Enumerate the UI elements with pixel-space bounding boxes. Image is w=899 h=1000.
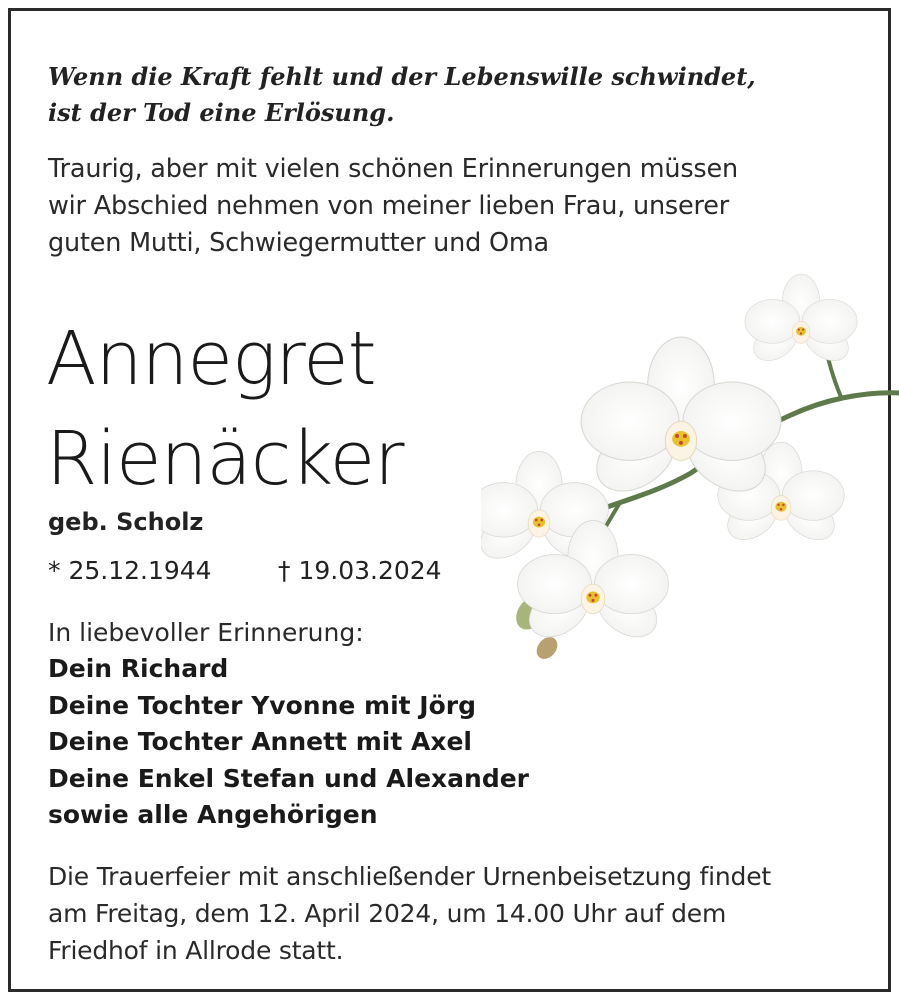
funeral-line: Friedhof in Allrode statt. bbox=[48, 936, 344, 965]
mourners-label: In liebevoller Erinnerung: bbox=[48, 618, 364, 647]
intro-text bbox=[48, 151, 848, 262]
white-orchid-icon bbox=[481, 273, 899, 673]
motto-quote bbox=[48, 59, 848, 131]
funeral-notice bbox=[48, 858, 878, 969]
motto-line: Wenn die Kraft fehlt und der Lebenswille schwindet, bbox=[48, 62, 756, 91]
intro-line: Traurig, aber mit vielen schönen Erinnerungen müssen bbox=[48, 154, 738, 184]
mourner-entry: Deine Enkel Stefan und Alexander bbox=[48, 763, 529, 793]
deceased-name bbox=[46, 309, 506, 509]
mourners-list bbox=[48, 651, 648, 834]
mourner-entry: Dein Richard bbox=[48, 654, 229, 683]
last-name: Rienäcker bbox=[46, 416, 404, 502]
intro-line: wir Abschied nehmen von meiner lieben Frau, unserer bbox=[48, 191, 730, 221]
motto-line: ist der Tod eine Erlösung. bbox=[48, 98, 395, 127]
funeral-line: Die Trauerfeier mit anschließender Urnenbeisetzung findet bbox=[48, 862, 771, 891]
birth-date: * 25.12.1944 bbox=[48, 556, 212, 585]
death-date: † 19.03.2024 bbox=[278, 556, 442, 585]
funeral-line: am Freitag, dem 12. April 2024, um 14.00 Uhr auf dem bbox=[48, 899, 727, 928]
maiden-name: geb. Scholz bbox=[48, 508, 204, 536]
mourner-entry: Deine Tochter Yvonne mit Jörg bbox=[48, 690, 477, 720]
intro-line: guten Mutti, Schwiegermutter und Oma bbox=[48, 228, 549, 258]
mourner-entry: sowie alle Angehörigen bbox=[48, 800, 378, 829]
obituary-card bbox=[8, 8, 891, 992]
mourner-entry: Deine Tochter Annett mit Axel bbox=[48, 727, 472, 756]
first-name: Annegret bbox=[46, 316, 376, 402]
